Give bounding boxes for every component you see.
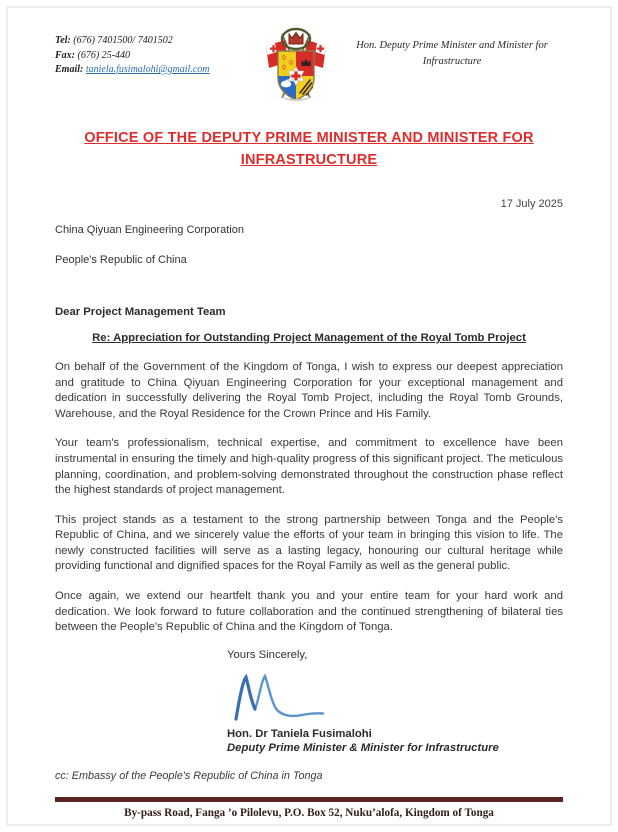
- subject-line: Re: Appreciation for Outstanding Project Management of the Royal Tomb Project: [92, 331, 526, 344]
- salutation: Dear Project Management Team: [55, 305, 226, 318]
- recipient-block: [55, 224, 563, 266]
- signatory-name: Hon. Dr Taniela Fusimalohi: [227, 727, 372, 740]
- body-paragraph-1: On behalf of the Government of the Kingdom of Tonga, I wish to express our deepest appreciation and gratitude to China Qiyuan Engineering Corporation for your exceptional management and dedication in successfully delivering the Royal Tomb Project, including the Royal Tomb Grounds, Warehouse, and the Royal Residence for the Crown Prince and His Family.: [55, 360, 563, 420]
- tonga-coat-of-arms-icon: [258, 26, 334, 113]
- signatory-title: Deputy Prime Minister & Minister for Infrastructure: [227, 741, 499, 754]
- fax-label: Fax:: [55, 49, 75, 61]
- office-title: Hon. Deputy Prime Minister and Minister for Infrastructure: [356, 40, 548, 67]
- closing-block: [227, 649, 563, 754]
- signature-icon: [229, 669, 563, 726]
- contact-fax: [55, 49, 250, 64]
- letterhead-header: [55, 26, 563, 113]
- body-paragraph-3: This project stands as a testament to the strong partnership between Tonga and the People's Republic of China, and we sincerely value the efforts of your team in bringing this vision to life. The newly constructed facilities will serve as a lasting legacy, honouring our cultural heritage while providing functional and dignified spaces for the Royal Family as well as the general public.: [55, 513, 563, 573]
- letter-footer: [55, 797, 563, 819]
- email-label: Email:: [55, 64, 84, 75]
- contact-block: [55, 26, 250, 78]
- contact-email: [55, 63, 250, 78]
- footer-divider-bar: [55, 797, 563, 802]
- tel-value: (676) 7401500/ 7401502: [70, 35, 173, 46]
- body-paragraph-4: Once again, we extend our heartfelt thank you and your entire team for your hard work and dedication. We look forward to future collaboration and the continued strengthening of bilateral ties between the People's Republic of China and the Kingdom of Tonga.: [55, 590, 563, 634]
- tel-label: Tel:: [55, 35, 71, 46]
- recipient-line-2: People's Republic of China: [55, 253, 187, 266]
- cc-line: cc: Embassy of the People's Republic of China in Tonga: [55, 769, 323, 782]
- letterhead-title: OFFICE OF THE DEPUTY PRIME MINISTER AND MINISTER FOR INFRASTRUCTURE: [84, 130, 534, 169]
- email-link[interactable]: taniela.fusimalohi@gmail.com: [85, 64, 210, 75]
- recipient-line-1: China Qiyuan Engineering Corporation: [55, 223, 244, 236]
- closing-phrase: Yours Sincerely,: [227, 648, 308, 661]
- contact-tel: [55, 34, 250, 49]
- fax-value: (676) 25-440: [75, 49, 130, 61]
- body-paragraph-2: Your team's professionalism, technical expertise, and commitment to excellence have been instrumental in ensuring the timely and high-quality progress of this significant project. The meticulous planning, coordination, and problem-solving demonstrated throughout the construction phase reflect the highest standards of project management.: [55, 437, 563, 497]
- footer-address: By-pass Road, Fanga ’o Pilolevu, P.O. Box 52, Nuku’alofa, Kingdom of Tonga: [124, 807, 494, 819]
- letter-date: 17 July 2025: [500, 197, 563, 210]
